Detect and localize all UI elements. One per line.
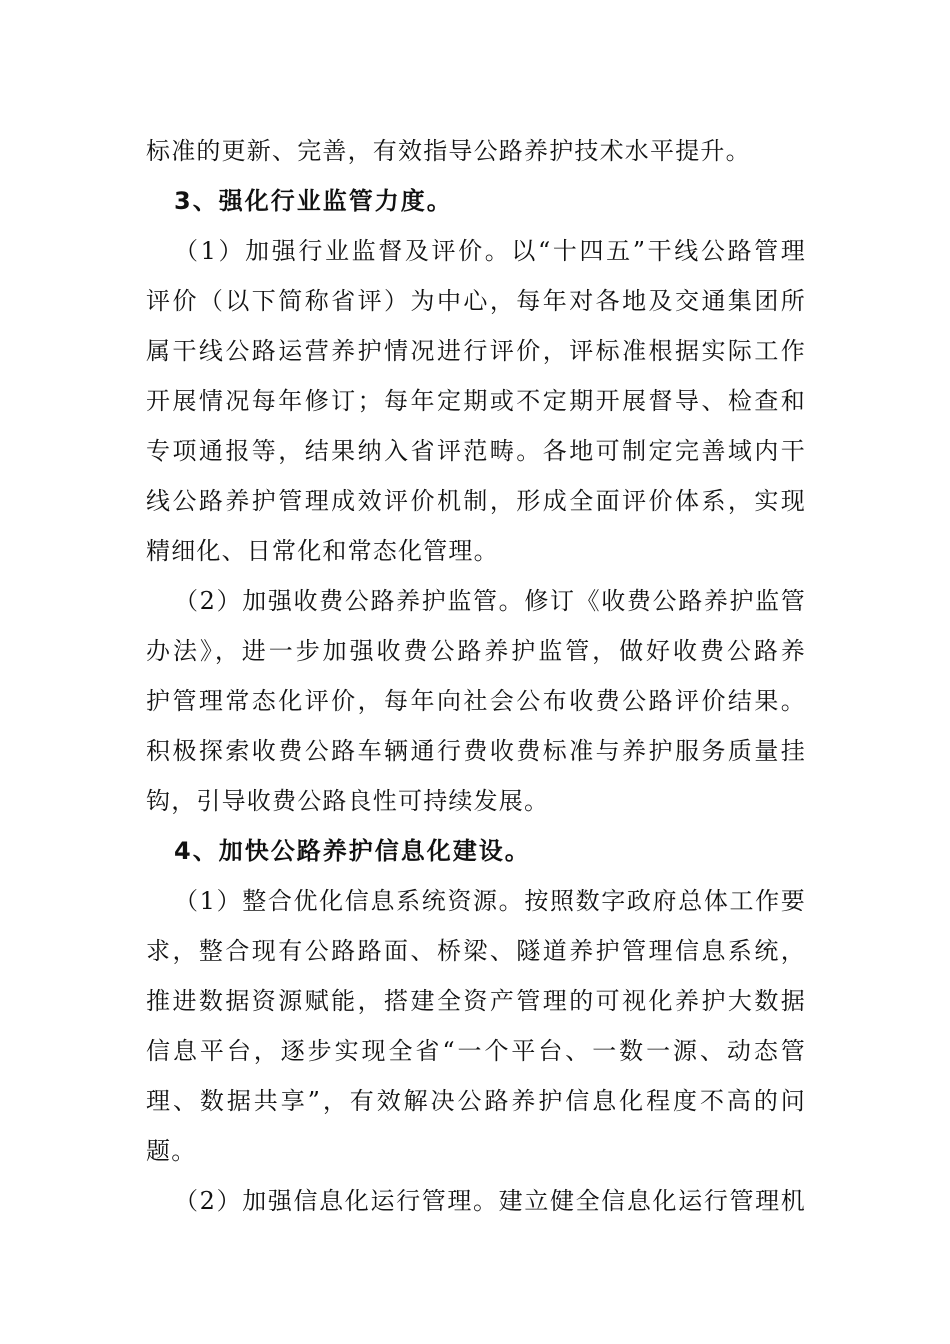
paragraph-line: （2）加强收费公路养护监管。修订《收费公路养护监管 [174, 587, 806, 615]
paragraph-line: 标准的更新、完善，有效指导公路养护技术水平提升。 [146, 137, 751, 165]
section-heading-4: 4、加快公路养护信息化建设。 [174, 837, 531, 865]
paragraph-line: （1）整合优化信息系统资源。按照数字政府总体工作要 [174, 887, 806, 915]
paragraph-line: 题。 [146, 1137, 197, 1165]
paragraph-line: 线公路养护管理成效评价机制，形成全面评价体系，实现 [146, 487, 806, 515]
paragraph-line: （2）加强信息化运行管理。建立健全信息化运行管理机 [174, 1187, 806, 1215]
paragraph-line: 办法》，进一步加强收费公路养护监管，做好收费公路养 [146, 637, 806, 665]
paragraph-line: 精细化、日常化和常态化管理。 [146, 537, 499, 565]
paragraph-line: 护管理常态化评价，每年向社会公布收费公路评价结果。 [146, 687, 806, 715]
paragraph-line: 理、数据共享”，有效解决公路养护信息化程度不高的问 [146, 1087, 806, 1115]
paragraph-line: 属干线公路运营养护情况进行评价，评标准根据实际工作 [146, 337, 806, 365]
paragraph-line: 评价（以下简称省评）为中心，每年对各地及交通集团所 [146, 287, 806, 315]
paragraph-line: 专项通报等，结果纳入省评范畴。各地可制定完善域内干 [146, 437, 806, 465]
paragraph-line: 推进数据资源赋能，搭建全资产管理的可视化养护大数据 [146, 987, 806, 1015]
paragraph-line: 开展情况每年修订；每年定期或不定期开展督导、检查和 [146, 387, 806, 415]
section-heading-3: 3、强化行业监管力度。 [174, 187, 453, 215]
paragraph-line: 求，整合现有公路路面、桥梁、隧道养护管理信息系统， [146, 937, 806, 965]
paragraph-line: 信息平台，逐步实现全省“一个平台、一数一源、动态管 [146, 1037, 806, 1065]
paragraph-line: 钩，引导收费公路良性可持续发展。 [146, 787, 550, 815]
paragraph-line: 积极探索收费公路车辆通行费收费标准与养护服务质量挂 [146, 737, 806, 765]
paragraph-line: （1）加强行业监督及评价。以“十四五”干线公路管理 [174, 237, 806, 265]
